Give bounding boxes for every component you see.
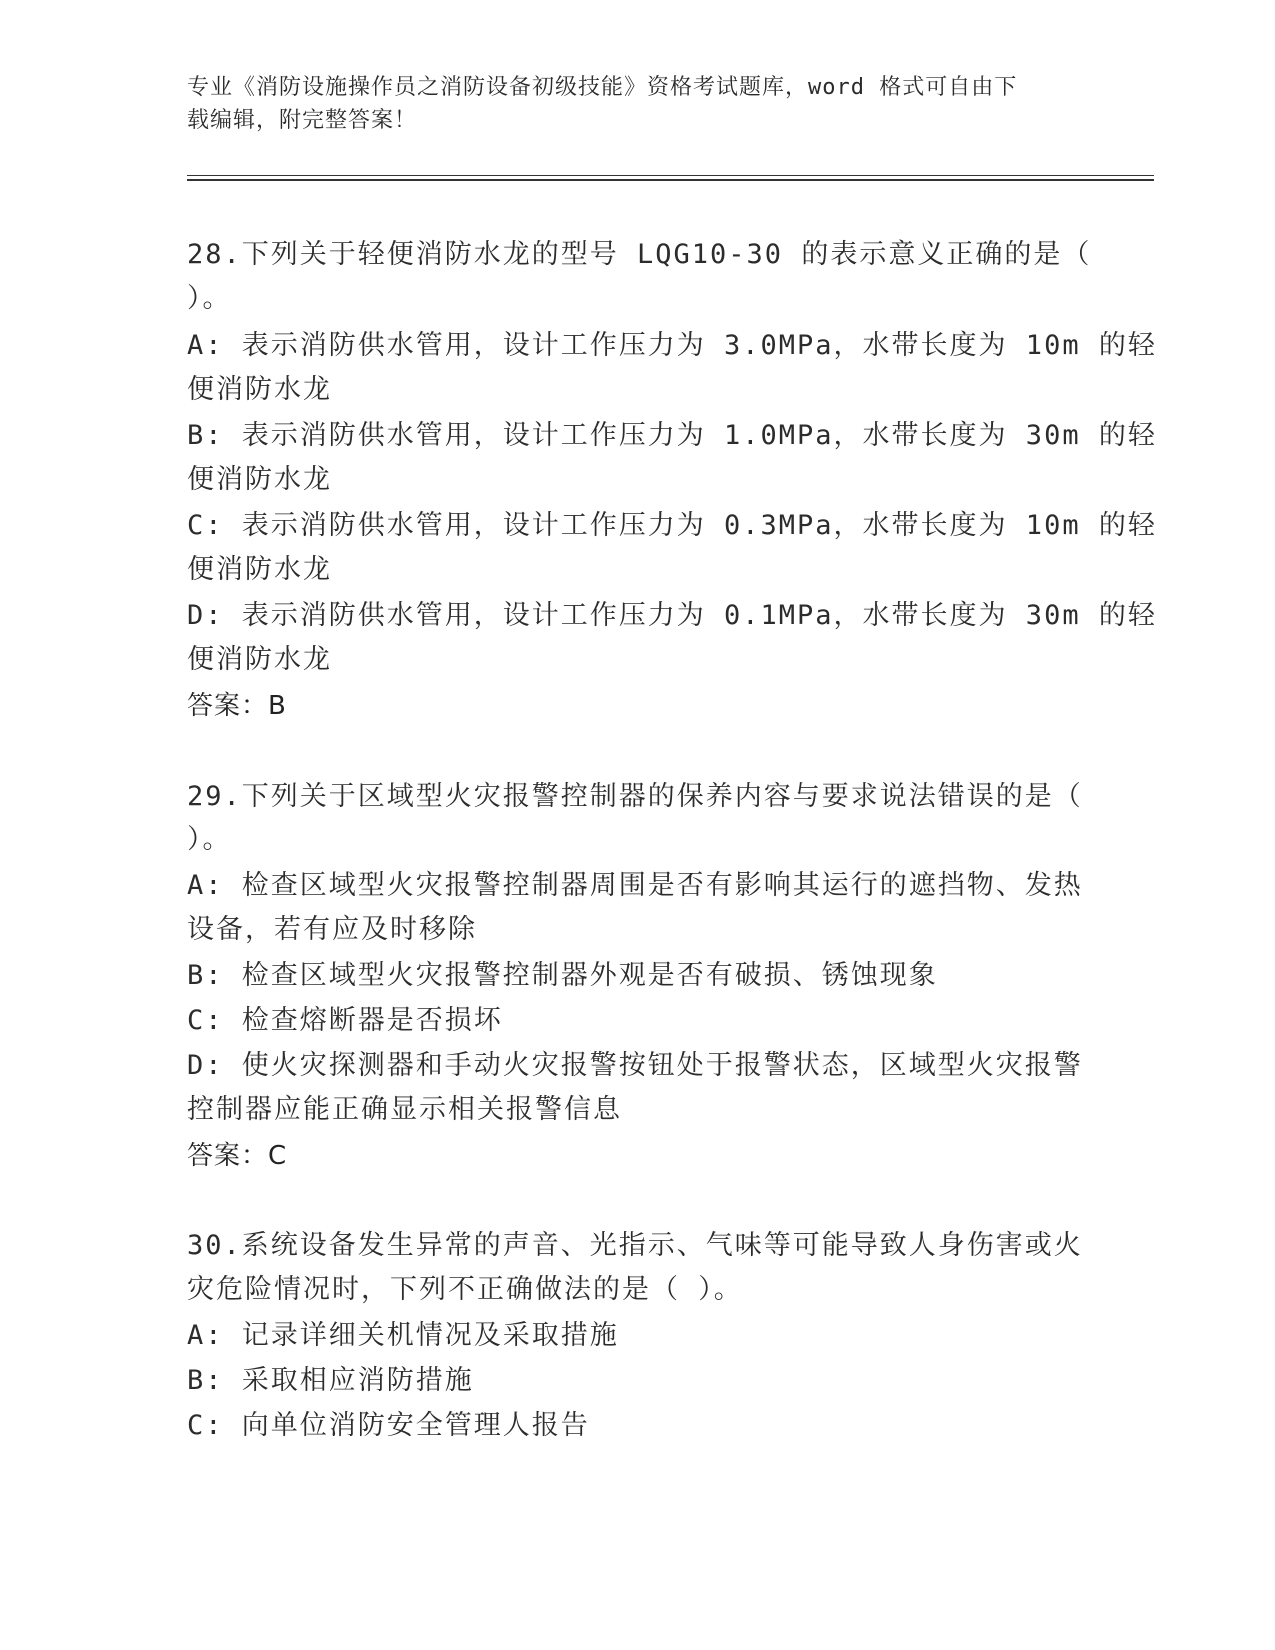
option-b-line-2: 便消防水龙 xyxy=(187,464,332,495)
option-c-line-1: C: 表示消防供水管用，设计工作压力为 0.3MPa，水带长度为 10m 的轻 xyxy=(187,510,1157,541)
option-a-line-2: 设备，若有应及时移除 xyxy=(187,914,477,945)
option-b-line-1: B: 表示消防供水管用，设计工作压力为 1.0MPa，水带长度为 30m 的轻 xyxy=(187,420,1157,451)
document-header-line-2: 载编辑，附完整答案！ xyxy=(187,108,418,133)
option-d-line-1: D: 表示消防供水管用，设计工作压力为 0.1MPa，水带长度为 30m 的轻 xyxy=(187,600,1157,631)
option-b-line-1: B: 采取相应消防措施 xyxy=(187,1365,474,1396)
question-stem-line: 灾危险情况时，下列不正确做法的是（ ）。 xyxy=(187,1274,743,1305)
document-header-line-1: 专业《消防设施操作员之消防设备初级技能》资格考试题库，word 格式可自由下 xyxy=(187,75,1018,100)
option-a-line-1: A: 记录详细关机情况及采取措施 xyxy=(187,1320,619,1351)
question-stem-line: 30.系统设备发生异常的声音、光指示、气味等可能导致人身伤害或火 xyxy=(187,1230,1083,1261)
question-stem-line: 29.下列关于区域型火灾报警控制器的保养内容与要求说法错误的是（ xyxy=(187,781,1083,812)
option-a-line-2: 便消防水龙 xyxy=(187,374,332,405)
option-a-line-1: A: 检查区域型火灾报警控制器周围是否有影响其运行的遮挡物、发热 xyxy=(187,870,1083,901)
option-c-line-2: 便消防水龙 xyxy=(187,554,332,585)
answer-text: 答案：B xyxy=(187,691,287,721)
option-d-line-2: 便消防水龙 xyxy=(187,644,332,675)
option-c-line-1: C: 向单位消防安全管理人报告 xyxy=(187,1410,590,1441)
option-d-line-1: D: 使火灾探测器和手动火灾报警按钮处于报警状态，区域型火灾报警 xyxy=(187,1050,1083,1081)
header-divider-top xyxy=(187,175,1154,176)
option-b-line-1: B: 检查区域型火灾报警控制器外观是否有破损、锈蚀现象 xyxy=(187,960,938,991)
option-a-line-1: A: 表示消防供水管用，设计工作压力为 3.0MPa，水带长度为 10m 的轻 xyxy=(187,330,1157,361)
question-stem-line: ）。 xyxy=(187,824,232,855)
question-stem-line: ）。 xyxy=(187,283,232,314)
option-c-line-1: C: 检查熔断器是否损坏 xyxy=(187,1005,503,1036)
header-divider-bottom xyxy=(187,179,1154,181)
question-stem-line: 28.下列关于轻便消防水龙的型号 LQG10-30 的表示意义正确的是（ xyxy=(187,239,1092,270)
option-d-line-2: 控制器应能正确显示相关报警信息 xyxy=(187,1094,622,1125)
answer-text: 答案：C xyxy=(187,1141,288,1171)
